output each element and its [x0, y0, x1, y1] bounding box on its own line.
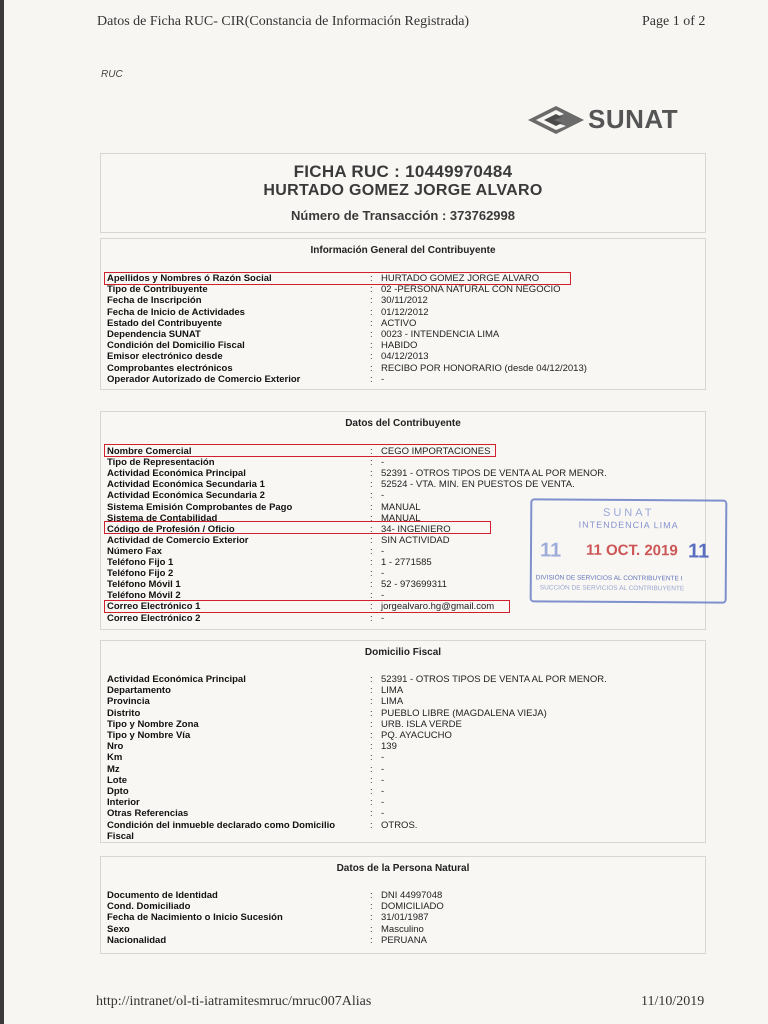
field-colon: :	[370, 457, 373, 469]
field-label: Actividad de Comercio Exterior	[107, 534, 249, 546]
field-colon: :	[370, 568, 373, 580]
field-colon: :	[370, 329, 373, 340]
field-label: Mz	[107, 763, 120, 775]
field-colon: :	[370, 601, 373, 613]
field-label: Cond. Domiciliado	[107, 901, 191, 913]
page-footer-date: 11/10/2019	[641, 994, 705, 1009]
field-colon: :	[370, 934, 373, 946]
field-colon: :	[370, 468, 373, 480]
section-info-general	[100, 238, 706, 390]
field-colon: :	[370, 512, 373, 524]
field-value: 30/11/2012	[381, 295, 428, 307]
field-value: 52391 - OTROS TIPOS DE VENTA AL POR MENOR.	[381, 674, 607, 685]
field-value: DOMICILIADO	[381, 901, 444, 913]
field-value: HABIDO	[381, 340, 418, 352]
field-colon: :	[370, 490, 373, 502]
field-value: MANUAL	[381, 501, 421, 513]
field-value: -	[381, 373, 385, 385]
scan-edge	[0, 0, 4, 1024]
field-value: -	[381, 808, 385, 820]
field-label: Tipo y Nombre Zona	[107, 718, 199, 730]
field-label: Sistema Emisión Comprobantes de Pago	[107, 501, 293, 513]
field-label: Comprobantes electrónicos	[107, 362, 233, 374]
field-colon: :	[370, 923, 373, 935]
field-label: Departamento	[107, 685, 171, 697]
field-colon: :	[370, 273, 373, 284]
field-value: URB. ISLA VERDE	[381, 718, 462, 730]
field-label: Código de Profesión / Oficio	[107, 523, 235, 535]
field-label: Interior	[107, 797, 140, 809]
field-colon: :	[370, 718, 373, 730]
field-value: OTROS.	[381, 819, 418, 831]
section-title: Domicilio Fiscal	[364, 647, 442, 658]
section-persona-natural	[100, 856, 706, 954]
field-colon: :	[370, 696, 373, 708]
field-colon: :	[370, 340, 373, 352]
field-label: Condición del Domicilio Fiscal	[107, 340, 245, 352]
field-value: -	[381, 774, 385, 786]
field-label: Actividad Económica Secundaria 1	[107, 479, 265, 491]
field-label: Provincia	[107, 696, 150, 708]
field-colon: :	[370, 501, 373, 513]
field-label: Nacionalidad	[107, 934, 167, 946]
ruc-tag: RUC	[101, 69, 123, 80]
field-colon: :	[370, 808, 373, 820]
field-label: Operador Autorizado de Comercio Exterior	[107, 373, 301, 385]
field-value: Masculino	[381, 923, 424, 935]
stamp-line4: SUCCIÓN DE SERVICIOS AL CONTRIBUYENTE	[539, 584, 685, 593]
stamp-right-num: 11	[687, 540, 710, 563]
field-value: 04/12/2013	[381, 351, 429, 363]
field-value: 0023 - INTENDENCIA LIMA	[381, 329, 500, 340]
field-label: Estado del Contribuyente	[107, 317, 223, 329]
taxpayer-name-title: HURTADO GOMEZ JORGE ALVARO	[263, 182, 543, 199]
field-colon: :	[370, 306, 373, 318]
page-footer-url: http://intranet/ol-ti-iatramitesmruc/mruc007Alias	[96, 994, 372, 1009]
field-colon: :	[370, 674, 373, 685]
stamp-line3: DIVISIÓN DE SERVICIOS AL CONTRIBUYENTE I	[535, 574, 683, 583]
field-label: Lote	[107, 774, 128, 786]
field-colon: :	[370, 752, 373, 764]
stamp-date: 11 OCT. 2019	[585, 541, 678, 560]
field-label: Dependencia SUNAT	[107, 329, 201, 340]
field-value: -	[381, 763, 385, 775]
field-value: PQ. AYACUCHO	[381, 730, 452, 741]
field-value: -	[381, 797, 385, 809]
field-label: Actividad Económica Principal	[107, 468, 246, 480]
page-number: Page 1 of 2	[642, 14, 706, 29]
field-colon: :	[370, 741, 373, 753]
field-label: Fecha de Inicio de Actividades	[107, 306, 245, 318]
field-colon: :	[370, 890, 373, 901]
sunat-logo-text: SUNAT	[588, 104, 679, 134]
field-colon: :	[370, 317, 373, 329]
field-colon: :	[370, 763, 373, 775]
field-value: -	[381, 490, 385, 502]
field-colon: :	[370, 284, 373, 296]
field-value: SIN ACTIVIDAD	[381, 534, 450, 546]
field-label: Teléfono Fijo 1	[107, 557, 174, 568]
field-value: 1 - 2771585	[381, 557, 432, 568]
section-domicilio-fiscal	[100, 640, 706, 843]
field-colon: :	[370, 685, 373, 697]
highlight-profesion	[104, 521, 491, 534]
field-colon: :	[370, 295, 373, 307]
field-value: -	[381, 457, 385, 469]
field-label: Apellidos y Nombres ó Razón Social	[107, 273, 272, 284]
field-colon: :	[370, 351, 373, 363]
field-value: 02 -PERSONA NATURAL CON NEGOCIO	[381, 284, 561, 296]
field-label: Número Fax	[107, 545, 162, 557]
field-colon: :	[370, 912, 373, 924]
field-value: 139	[381, 741, 397, 753]
field-colon: :	[370, 612, 373, 624]
field-label: Sistema de Contabilidad	[107, 512, 218, 524]
reception-stamp	[530, 498, 728, 603]
field-colon: :	[370, 523, 373, 535]
title-block	[100, 153, 706, 233]
highlight-nombre-comercial	[104, 444, 496, 457]
field-colon: :	[370, 579, 373, 591]
field-colon: :	[370, 819, 373, 831]
stamp-line2: INTENDENCIA LIMA	[578, 519, 679, 531]
highlight-razon-social	[104, 272, 571, 285]
field-colon: :	[370, 545, 373, 557]
field-colon: :	[370, 901, 373, 913]
field-value: -	[381, 752, 385, 764]
field-value: CEGO IMPORTACIONES	[381, 446, 491, 457]
stamp-left-num: 11	[539, 539, 562, 562]
field-value: -	[381, 545, 385, 557]
field-label: Fecha de Inscripción	[107, 295, 202, 307]
field-value: LIMA	[381, 696, 404, 708]
field-label: Emisor electrónico desde	[107, 351, 223, 363]
field-value: DNI 44997048	[381, 890, 443, 901]
field-label: Documento de Identidad	[107, 890, 218, 901]
field-label: Tipo y Nombre Vía	[107, 730, 191, 741]
field-value: RECIBO POR HONORARIO (desde 04/12/2013)	[381, 362, 587, 374]
highlight-correo	[104, 600, 510, 613]
field-colon: :	[370, 590, 373, 602]
field-label: Otras Referencias	[107, 808, 189, 820]
field-label: Tipo de Representación	[107, 457, 215, 469]
field-label: Nro	[107, 741, 124, 753]
field-label: Teléfono Móvil 1	[107, 579, 181, 591]
section-title: Datos del Contribuyente	[345, 418, 461, 429]
field-label: Condición del inmueble declarado como Domicilio	[107, 819, 336, 831]
field-value: jorgealvaro.hg@gmail.com	[381, 601, 495, 613]
field-label-continued: Fiscal	[107, 830, 134, 842]
field-colon: :	[370, 362, 373, 374]
field-label: Nombre Comercial	[107, 446, 192, 457]
field-colon: :	[370, 730, 373, 741]
field-value: 52 - 973699311	[381, 579, 447, 591]
field-label: Correo Electrónico 2	[107, 612, 201, 624]
field-value: 52391 - OTROS TIPOS DE VENTA AL POR MENOR.	[381, 468, 607, 480]
field-colon: :	[370, 446, 373, 457]
field-label: Actividad Económica Secundaria 2	[107, 490, 265, 502]
field-colon: :	[370, 797, 373, 809]
field-label: Distrito	[107, 707, 141, 719]
field-label: Tipo de Contribuyente	[107, 284, 208, 296]
field-value: ACTIVO	[381, 317, 417, 329]
field-value: LIMA	[381, 685, 404, 697]
field-colon: :	[370, 373, 373, 385]
field-colon: :	[370, 479, 373, 491]
field-label: Dpto	[107, 786, 129, 797]
field-colon: :	[370, 774, 373, 786]
field-label: Sexo	[107, 923, 130, 935]
section-title: Información General del Contribuyente	[310, 245, 496, 256]
field-label: Fecha de Nacimiento o Inicio Sucesión	[107, 912, 283, 924]
ficha-ruc-title: FICHA RUC : 10449970484	[293, 162, 513, 181]
field-colon: :	[370, 707, 373, 719]
page-header-title: Datos de Ficha RUC- CIR(Constancia de Información Registrada)	[97, 14, 470, 29]
field-value: -	[381, 590, 385, 602]
transaction-number: Número de Transacción : 373762998	[290, 208, 515, 223]
field-label: Km	[107, 752, 123, 764]
section-title: Datos de la Persona Natural	[336, 863, 470, 874]
field-value: 31/01/1987	[381, 912, 429, 924]
field-colon: :	[370, 786, 373, 797]
stamp-line1: SUNAT	[602, 506, 655, 520]
field-colon: :	[370, 534, 373, 546]
field-value: 01/12/2012	[381, 306, 429, 318]
field-colon: :	[370, 557, 373, 568]
field-value: 34- INGENIERO	[381, 523, 451, 535]
field-value: -	[381, 568, 385, 580]
field-label: Actividad Económica Principal	[107, 674, 246, 685]
field-value: PUEBLO LIBRE (MAGDALENA VIEJA)	[381, 707, 547, 719]
field-value: HURTADO GOMEZ JORGE ALVARO	[381, 273, 540, 284]
field-value: PERUANA	[381, 934, 427, 946]
field-label: Correo Electrónico 1	[107, 601, 201, 613]
field-value: MANUAL	[381, 512, 421, 524]
field-label: Teléfono Fijo 2	[107, 568, 174, 580]
field-value: -	[381, 786, 385, 797]
field-label: Teléfono Móvil 2	[107, 590, 181, 602]
field-value: -	[381, 612, 385, 624]
field-value: 52524 - VTA. MIN. EN PUESTOS DE VENTA.	[381, 479, 575, 491]
